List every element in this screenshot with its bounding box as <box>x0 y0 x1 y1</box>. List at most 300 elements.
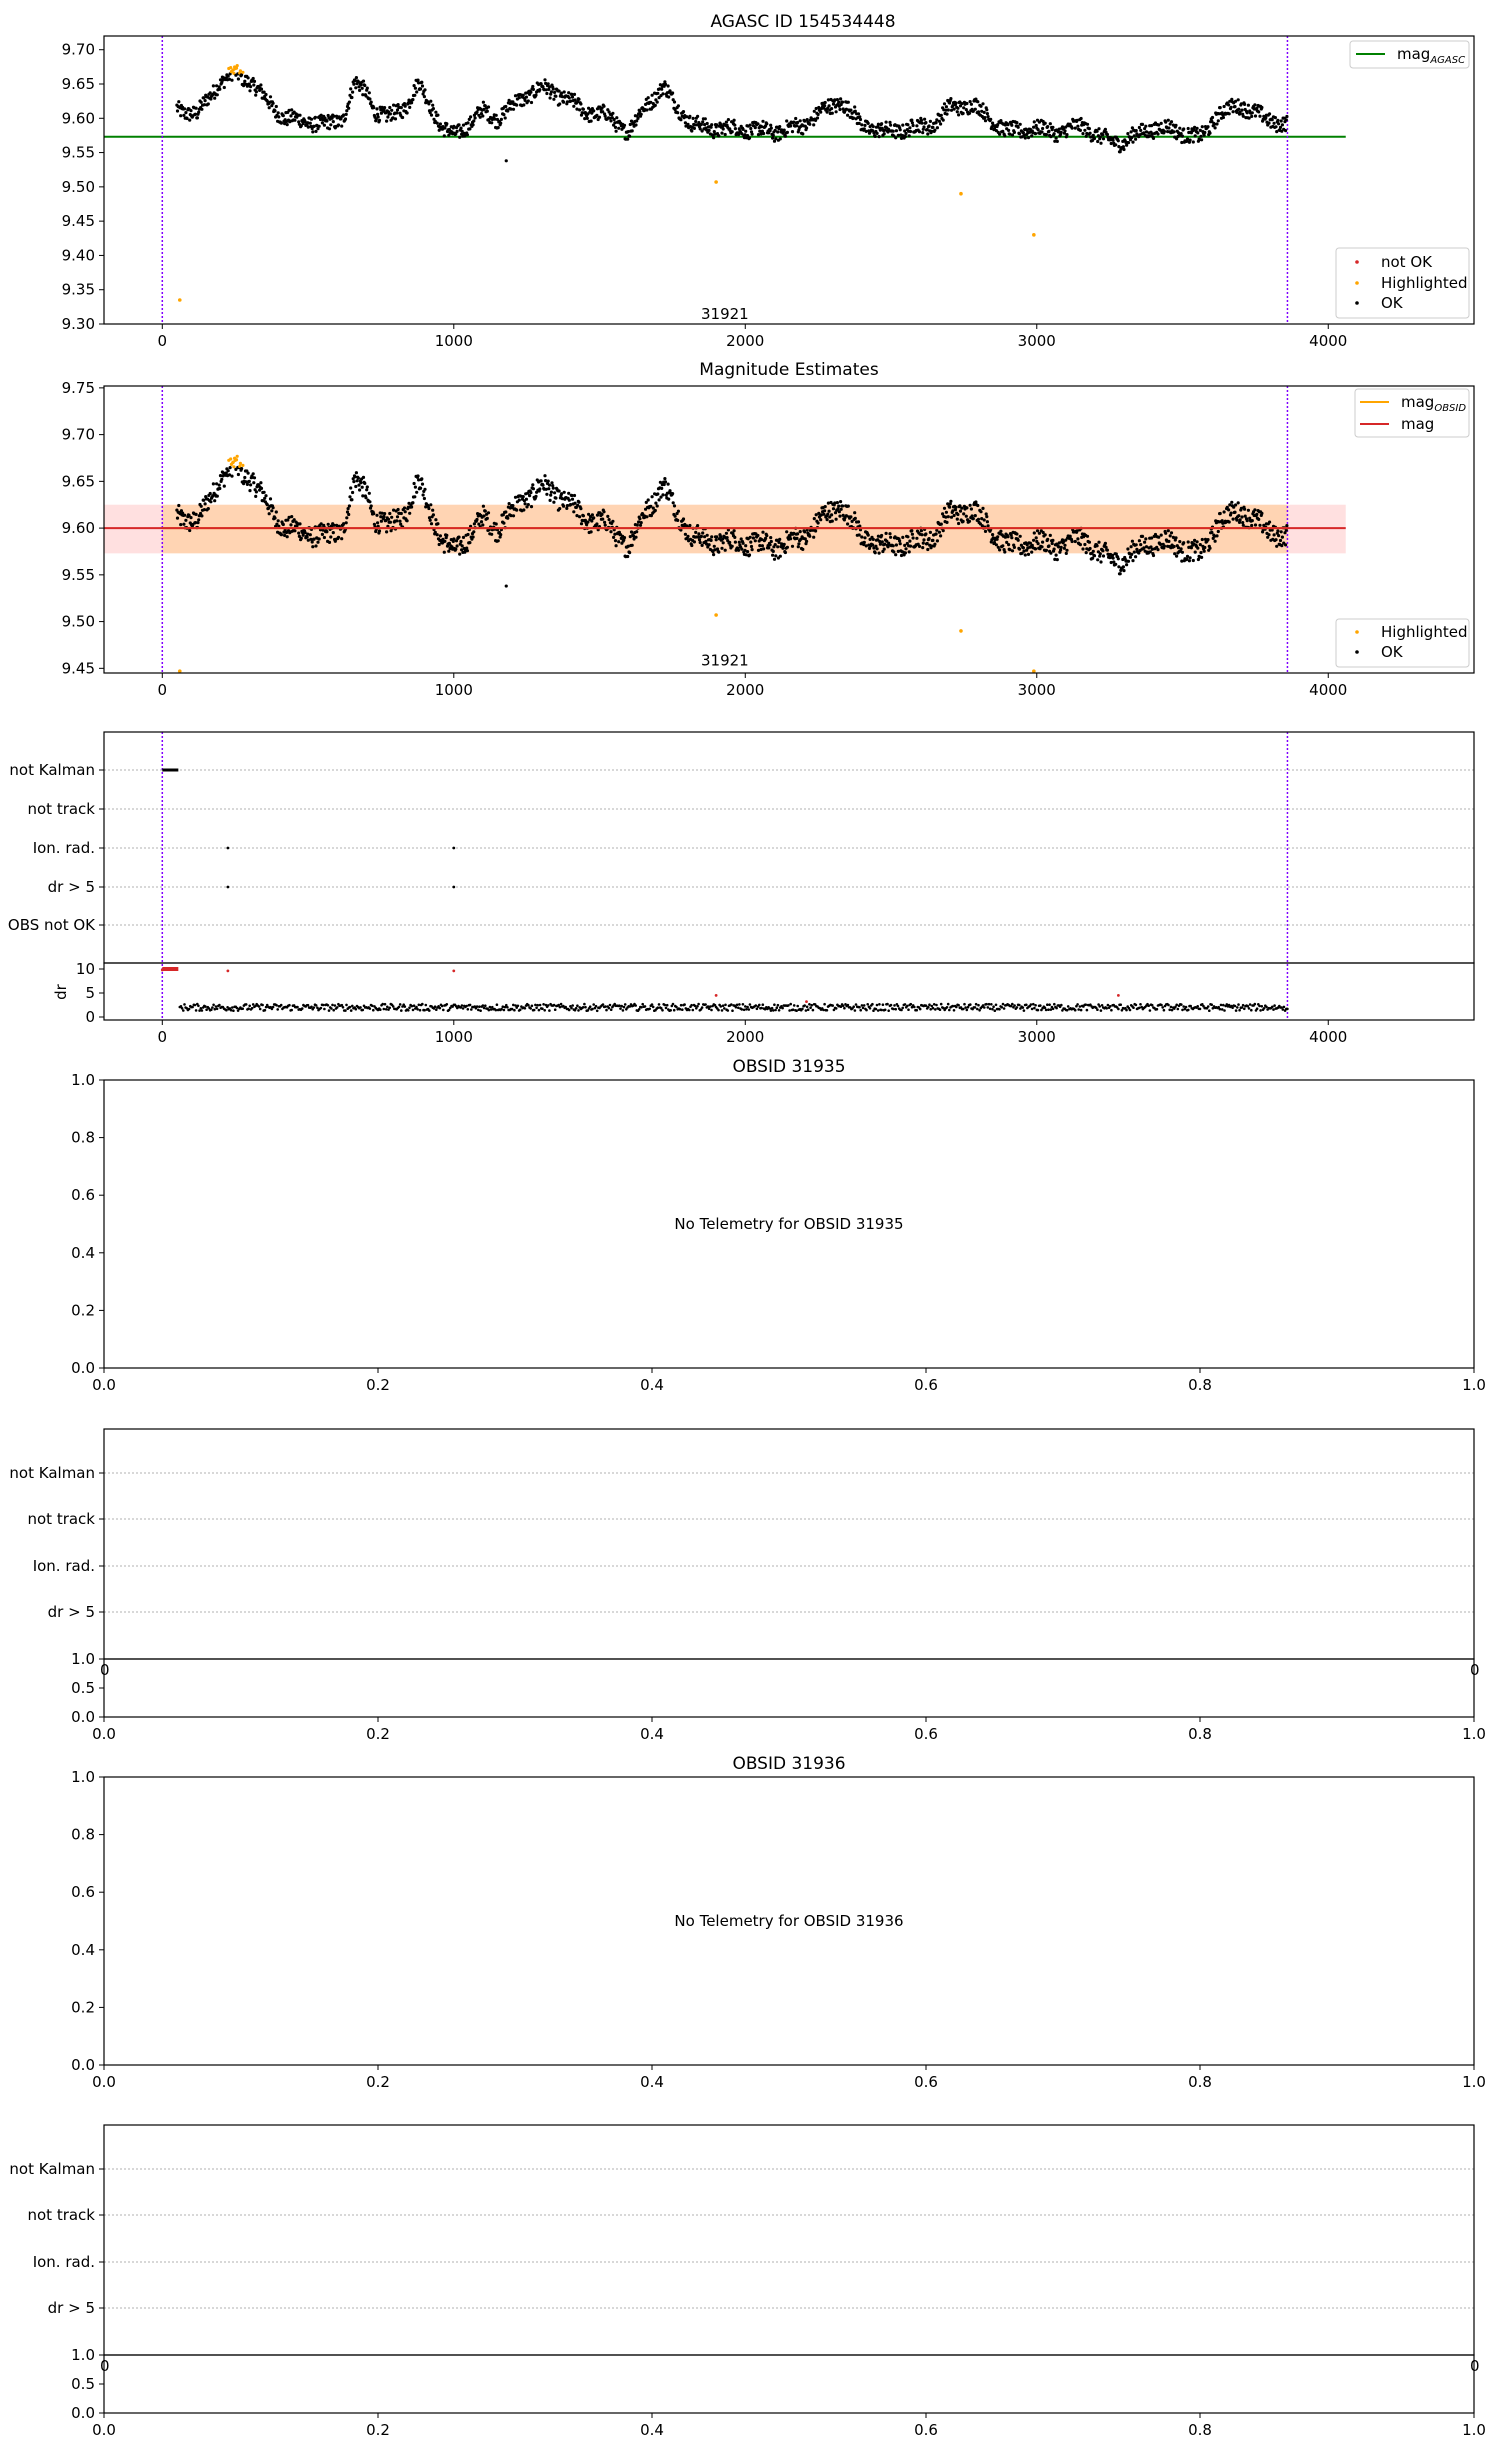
p2-point-1078 <box>867 534 870 537</box>
p1-point-766 <box>667 84 670 87</box>
p2-point-1619 <box>1214 540 1217 543</box>
p1-point-1501 <box>1138 126 1141 129</box>
p3-dr-point-541 <box>809 1006 812 1009</box>
p2-point-1095 <box>878 552 881 555</box>
p3-dr-point-907 <box>1236 1006 1239 1009</box>
p1-point-852 <box>722 127 725 130</box>
p1-point-1337 <box>1033 120 1036 123</box>
p3-dr-point-223 <box>439 1007 442 1010</box>
p3-dr-point-594 <box>871 1003 874 1006</box>
p2-point-1173 <box>928 537 931 540</box>
p3-dr-point-243 <box>462 1007 465 1010</box>
p3-dr-point-635 <box>919 1008 922 1011</box>
p1-point-327 <box>385 120 388 123</box>
p3-dr-point-640 <box>925 1004 928 1007</box>
p2-outlier-0 <box>178 669 182 673</box>
p1-point-756 <box>660 88 663 91</box>
p2-point-356 <box>404 510 407 513</box>
p2-ytick-label-2: 9.55 <box>61 565 95 584</box>
p1-point-1410 <box>1080 117 1083 120</box>
p3-dr-point-242 <box>461 1004 464 1007</box>
p2-point-1509 <box>1143 541 1146 544</box>
p2-point-296 <box>365 488 368 491</box>
p1-point-1140 <box>906 123 909 126</box>
p1-point-837 <box>712 136 715 139</box>
p2-point-1677 <box>1251 519 1254 522</box>
p1-point-1713 <box>1274 116 1277 119</box>
p3-dr-point-250 <box>470 1008 473 1011</box>
p1-outlier-0 <box>178 298 182 302</box>
p2-point-301 <box>368 500 371 503</box>
p1-point-1597 <box>1199 135 1202 138</box>
p1-point-556 <box>532 88 535 91</box>
p1-point-1503 <box>1139 129 1142 132</box>
p2-point-1219 <box>957 522 960 525</box>
p2-point-111 <box>247 472 250 475</box>
p1-point-1362 <box>1049 122 1052 125</box>
p2-point-550 <box>528 494 531 497</box>
p2-point-222 <box>318 537 321 540</box>
p1-point-1034 <box>838 108 841 111</box>
legend-ok: OK <box>1381 294 1403 312</box>
p1-point-1493 <box>1133 134 1136 137</box>
p1-point-477 <box>481 114 484 117</box>
p3-dr-point-771 <box>1077 1008 1080 1011</box>
p1-point-1661 <box>1240 109 1243 112</box>
p3-dr-point-410 <box>657 1006 660 1009</box>
p2-point-807 <box>693 540 696 543</box>
p2-xtick-label-2: 2000 <box>726 681 765 699</box>
p3-dr-point-127 <box>327 1004 330 1007</box>
p3-dr-point-479 <box>737 1007 740 1010</box>
p2-point-627 <box>577 501 580 504</box>
p1-point-332 <box>388 106 391 109</box>
p2-point-407 <box>436 522 439 525</box>
p3-dr-point-464 <box>720 1005 723 1008</box>
p1-xtick-label-0: 0 <box>157 332 168 350</box>
p3-dr-point-663 <box>952 1005 955 1008</box>
p2-point-1137 <box>904 547 907 550</box>
p3-dr-point-260 <box>482 1004 485 1007</box>
p2-point-327 <box>385 530 388 533</box>
legend-mag: mag <box>1401 415 1435 433</box>
p3-dr-point-369 <box>609 1004 612 1007</box>
p3-dr-point-204 <box>416 1008 419 1011</box>
p1-point-484 <box>486 110 489 113</box>
p2-point-52 <box>209 492 212 495</box>
p3-dr-point-115 <box>313 1006 316 1009</box>
p3-dr-point-334 <box>568 1009 571 1012</box>
p1-point-893 <box>748 136 751 139</box>
p3-dr-point-62 <box>251 1007 254 1010</box>
p1-point-1089 <box>874 135 877 138</box>
p3-dr-point-600 <box>878 1003 881 1006</box>
p3-dr-point-743 <box>1045 1009 1048 1012</box>
p3-dr-point-430 <box>680 1004 683 1007</box>
p3-dr-point-247 <box>467 1008 470 1011</box>
p1-point-1405 <box>1076 125 1079 128</box>
p1-point-1095 <box>878 135 881 138</box>
p1-point-1161 <box>920 119 923 122</box>
p2-point-1185 <box>935 529 938 532</box>
p2-point-540 <box>522 495 525 498</box>
p3-dr-point-883 <box>1208 1009 1211 1012</box>
p2-point-1645 <box>1230 501 1233 504</box>
p1-point-965 <box>794 117 797 120</box>
p1-point-276 <box>352 83 355 86</box>
p2-point-1477 <box>1122 569 1125 572</box>
p3-dr-point-744 <box>1046 1003 1049 1006</box>
panel6-title: OBSID 31936 <box>732 1754 846 1774</box>
p1-point-1112 <box>888 121 891 124</box>
p3-dr-point-807 <box>1119 1003 1122 1006</box>
p1-point-666 <box>602 105 605 108</box>
p2-point-1028 <box>835 518 838 521</box>
p2-point-14 <box>184 519 187 522</box>
p2-ytick-label-5: 9.70 <box>61 425 95 444</box>
p3-dr-point-946 <box>1282 1008 1285 1011</box>
p3-dr-point-896 <box>1223 1009 1226 1012</box>
p2-point-1718 <box>1277 534 1280 537</box>
p3-dr-point-80 <box>272 1006 275 1009</box>
p3-dr-point-321 <box>553 1004 556 1007</box>
p2-point-295 <box>364 496 367 499</box>
p3-dr-point-745 <box>1047 1008 1050 1011</box>
p2-point-1218 <box>956 513 959 516</box>
p7-top-tick-label: 1.0 <box>71 2346 95 2364</box>
p1-point-1424 <box>1089 132 1092 135</box>
p1-point-399 <box>431 104 434 107</box>
p1-point-897 <box>751 133 754 136</box>
p1-point-1137 <box>904 132 907 135</box>
p1-point-421 <box>445 122 448 125</box>
p3-dr-red-bar <box>162 967 178 971</box>
p1-point-1546 <box>1167 119 1170 122</box>
p1-point-1184 <box>935 121 938 124</box>
p1-point-1682 <box>1254 114 1257 117</box>
p2-point-163 <box>280 533 283 536</box>
p1-point-1530 <box>1156 132 1159 135</box>
p3-dr-point-317 <box>548 1009 551 1012</box>
p2-point-1506 <box>1141 535 1144 538</box>
p1-point-1444 <box>1101 133 1104 136</box>
p2-point-718 <box>636 523 639 526</box>
p2-point-979 <box>803 530 806 533</box>
p1-low-point <box>505 159 508 162</box>
p2-point-857 <box>725 532 728 535</box>
p1-point-987 <box>808 123 811 126</box>
p4-ytick-label-5: 1.0 <box>71 1071 95 1089</box>
p3-dr-point-29 <box>212 1004 215 1007</box>
p3-dr-point-732 <box>1032 1003 1035 1006</box>
p1-point-1117 <box>892 130 895 133</box>
p7-sub-ytick-label-1: 0.5 <box>71 2375 95 2393</box>
p3-dr-point-508 <box>771 1007 774 1010</box>
p2-point-756 <box>660 487 663 490</box>
p1-point-1173 <box>928 124 931 127</box>
p3-cat-label-2: Ion. rad. <box>32 839 95 857</box>
p3-dr-point-424 <box>673 1009 676 1012</box>
p2-point-1687 <box>1257 518 1260 521</box>
p3-dr-point-417 <box>665 1007 668 1010</box>
p3-dr-point-49 <box>236 1007 239 1010</box>
p1-point-172 <box>286 123 289 126</box>
p3-dr-point-587 <box>863 1004 866 1007</box>
p2-point-368 <box>411 501 414 504</box>
p2-point-1337 <box>1033 531 1036 534</box>
p2-point-666 <box>602 510 605 513</box>
p1-point-1622 <box>1215 122 1218 125</box>
p7-xtick-label-4: 0.8 <box>1188 2421 1212 2439</box>
p3-dr-red-point-5 <box>1117 994 1120 997</box>
p3-dr-point-820 <box>1135 1004 1138 1007</box>
p3-dr-point-742 <box>1044 1006 1047 1009</box>
p2-point-1729 <box>1284 543 1287 546</box>
p2-point-432 <box>452 537 455 540</box>
p1-ytick-label-7: 9.65 <box>61 75 95 93</box>
p2-point-1058 <box>854 517 857 520</box>
p3-dr-point-614 <box>894 1008 897 1011</box>
p1-point-914 <box>761 120 764 123</box>
p3-dr5-point-0 <box>226 886 229 889</box>
p1-point-1671 <box>1247 104 1250 107</box>
p1-point-1219 <box>957 113 960 116</box>
panel1-legend-line <box>1350 41 1469 68</box>
p2-point-1106 <box>885 532 888 535</box>
p3-dr-point-200 <box>412 1009 415 1012</box>
p2-point-1201 <box>945 521 948 524</box>
p4-ytick-label-4: 0.8 <box>71 1128 95 1147</box>
p1-point-96 <box>237 77 240 80</box>
p2-point-698 <box>623 536 626 539</box>
p2-point-343 <box>395 519 398 522</box>
p1-point-553 <box>530 101 533 104</box>
p2-point-1676 <box>1250 524 1253 527</box>
p1-point-501 <box>497 126 500 129</box>
p1-point-807 <box>693 127 696 130</box>
p2-point-323 <box>382 515 385 518</box>
p1-point-871 <box>734 127 737 130</box>
p3-dr-point-894 <box>1221 1008 1224 1011</box>
p1-point-1592 <box>1196 131 1199 134</box>
p2-point-192 <box>298 522 301 525</box>
p1-point-1640 <box>1227 103 1230 106</box>
p3-dr-point-823 <box>1138 1007 1141 1010</box>
p3-dr-point-178 <box>386 1006 389 1009</box>
p2-ytick-label-3: 9.60 <box>61 519 95 538</box>
p2-point-1566 <box>1180 547 1183 550</box>
p1-point-1333 <box>1030 134 1033 137</box>
p1-point-1677 <box>1251 111 1254 114</box>
p1-point-1438 <box>1097 127 1100 130</box>
p1-point-387 <box>423 88 426 91</box>
p2-point-324 <box>383 512 386 515</box>
p2-point-371 <box>413 495 416 498</box>
p2-point-790 <box>682 517 685 520</box>
p6-xtick-label-5: 1.0 <box>1462 2073 1486 2091</box>
p2-point-1358 <box>1046 538 1049 541</box>
p3-dr-point-592 <box>869 1007 872 1010</box>
p1-point-1024 <box>832 103 835 106</box>
p2-point-70 <box>220 478 223 481</box>
p3-dr-point-45 <box>231 1006 234 1009</box>
p1-point-1451 <box>1106 133 1109 136</box>
p1-point-1201 <box>945 113 948 116</box>
p2-point-1207 <box>949 500 952 503</box>
p1-point-11 <box>182 114 185 117</box>
p3-dr-point-616 <box>897 1005 900 1008</box>
p2-point-818 <box>700 535 703 538</box>
p3-not-kalman-bar <box>162 769 178 772</box>
p2-point-80 <box>227 469 230 472</box>
p3-dr-point-507 <box>770 1009 773 1012</box>
p3-dr-point-768 <box>1074 1009 1077 1012</box>
p3-dr-point-262 <box>484 1004 487 1007</box>
p1-point-269 <box>348 101 351 104</box>
p3-dr-point-723 <box>1022 1006 1025 1009</box>
p2-point-1366 <box>1051 539 1054 542</box>
p1-point-790 <box>682 110 685 113</box>
p1-point-902 <box>754 126 757 129</box>
p3-dr-point-423 <box>672 1003 675 1006</box>
p3-dr-point-382 <box>624 1003 627 1006</box>
p1-point-1477 <box>1122 148 1125 151</box>
p1-point-915 <box>762 132 765 135</box>
p1-point-937 <box>776 130 779 133</box>
p1-point-380 <box>419 87 422 90</box>
p2-point-518 <box>508 502 511 505</box>
p2-point-1436 <box>1096 558 1099 561</box>
p2-point-941 <box>779 555 782 558</box>
p2-point-855 <box>724 549 727 552</box>
p1-point-74 <box>223 86 226 89</box>
p2-point-969 <box>797 545 800 548</box>
p1-point-22 <box>189 109 192 112</box>
p1-point-927 <box>770 127 773 130</box>
p2-point-927 <box>770 540 773 543</box>
p3-dr-point-660 <box>948 1009 951 1012</box>
p1-point-506 <box>500 118 503 121</box>
p1-point-1051 <box>849 109 852 112</box>
p1-point-555 <box>531 85 534 88</box>
p3-dr-point-110 <box>307 1004 310 1007</box>
p1-point-1495 <box>1134 138 1137 141</box>
p1-point-1296 <box>1006 123 1009 126</box>
p2-point-1684 <box>1255 513 1258 516</box>
p2-point-417 <box>443 551 446 554</box>
p3-dr-point-467 <box>723 1007 726 1010</box>
p3-dr-point-257 <box>478 1005 481 1008</box>
p1-point-465 <box>474 116 477 119</box>
p3-cat-label-4: OBS not OK <box>7 916 95 934</box>
p1-point-776 <box>673 100 676 103</box>
p3-dr-point-590 <box>866 1003 869 1006</box>
p2-point-1518 <box>1149 550 1152 553</box>
p3-dr-point-524 <box>789 1003 792 1006</box>
p1-point-1303 <box>1011 133 1014 136</box>
p2-point-335 <box>390 516 393 519</box>
p2-point-612 <box>568 499 571 502</box>
p2-point-344 <box>396 515 399 518</box>
p7-partial-xlabel-0: 0 <box>100 2357 110 2375</box>
p2-point-1 <box>176 517 179 520</box>
p2-point-297 <box>366 485 369 488</box>
p1-point-300 <box>368 91 371 94</box>
p2-point-735 <box>647 498 650 501</box>
p3-dr-point-536 <box>803 1004 806 1007</box>
p3-dr-point-731 <box>1031 1008 1034 1011</box>
p1-point-577 <box>545 92 548 95</box>
p2-point-951 <box>785 530 788 533</box>
p1-point-1066 <box>859 118 862 121</box>
p1-point-1445 <box>1102 137 1105 140</box>
p3-dr-point-652 <box>939 1008 942 1011</box>
p3-dr-point-340 <box>575 1007 578 1010</box>
p2-point-1022 <box>831 520 834 523</box>
p2-point-877 <box>738 541 741 544</box>
p3-dr-point-770 <box>1076 1003 1079 1006</box>
p2-point-12 <box>183 514 186 517</box>
p2-point-1015 <box>826 513 829 516</box>
p1-point-1431 <box>1093 137 1096 140</box>
p3-dr-point-730 <box>1030 1003 1033 1006</box>
p1-point-411 <box>439 122 442 125</box>
p1-point-1217 <box>956 110 959 113</box>
p1-point-363 <box>408 106 411 109</box>
p3-dr-point-624 <box>906 1005 909 1008</box>
p2-point-132 <box>260 487 263 490</box>
p1-point-1146 <box>910 119 913 122</box>
p2-point-747 <box>654 502 657 505</box>
p1-point-453 <box>466 133 469 136</box>
p2-point-1354 <box>1044 533 1047 536</box>
p2-point-380 <box>419 487 422 490</box>
panel-obsid-31936-flags <box>9 2125 1486 2439</box>
p2-point-913 <box>761 544 764 547</box>
p7-cat-label-2: Ion. rad. <box>32 2253 95 2271</box>
p3-dr-point-307 <box>536 1004 539 1007</box>
p2-point-1559 <box>1175 555 1178 558</box>
p2-point-684 <box>614 539 617 542</box>
p3-dr-point-832 <box>1149 1009 1152 1012</box>
p2-point-1711 <box>1273 533 1276 536</box>
p2-point-1441 <box>1099 560 1102 563</box>
p3-dr-point-327 <box>560 1003 563 1006</box>
p2-point-842 <box>715 535 718 538</box>
p1-ytick-label-2: 9.40 <box>61 246 95 265</box>
p3-dr-point-950 <box>1286 1008 1289 1011</box>
p3-dr-point-500 <box>762 1003 765 1006</box>
p1-point-1166 <box>923 118 926 121</box>
p2-point-212 <box>311 545 314 548</box>
p3-dr-point-620 <box>901 1007 904 1010</box>
p2-point-1064 <box>858 533 861 536</box>
p1-point-1496 <box>1135 129 1138 132</box>
p2-point-1651 <box>1234 503 1237 506</box>
p1-point-324 <box>383 106 386 109</box>
p2-point-1624 <box>1217 530 1220 533</box>
p3-dr-point-462 <box>717 1009 720 1012</box>
p2-point-655 <box>595 522 598 525</box>
p2-point-1448 <box>1104 542 1107 545</box>
p2-point-1089 <box>874 551 877 554</box>
p3-dr-point-397 <box>641 1003 644 1006</box>
p2-ytick-label-0: 9.45 <box>61 659 95 678</box>
p2-point-1495 <box>1134 555 1137 558</box>
p3-dr-point-57 <box>245 1003 248 1006</box>
p2-outlier-1 <box>714 613 718 617</box>
p2-point-443 <box>459 540 462 543</box>
